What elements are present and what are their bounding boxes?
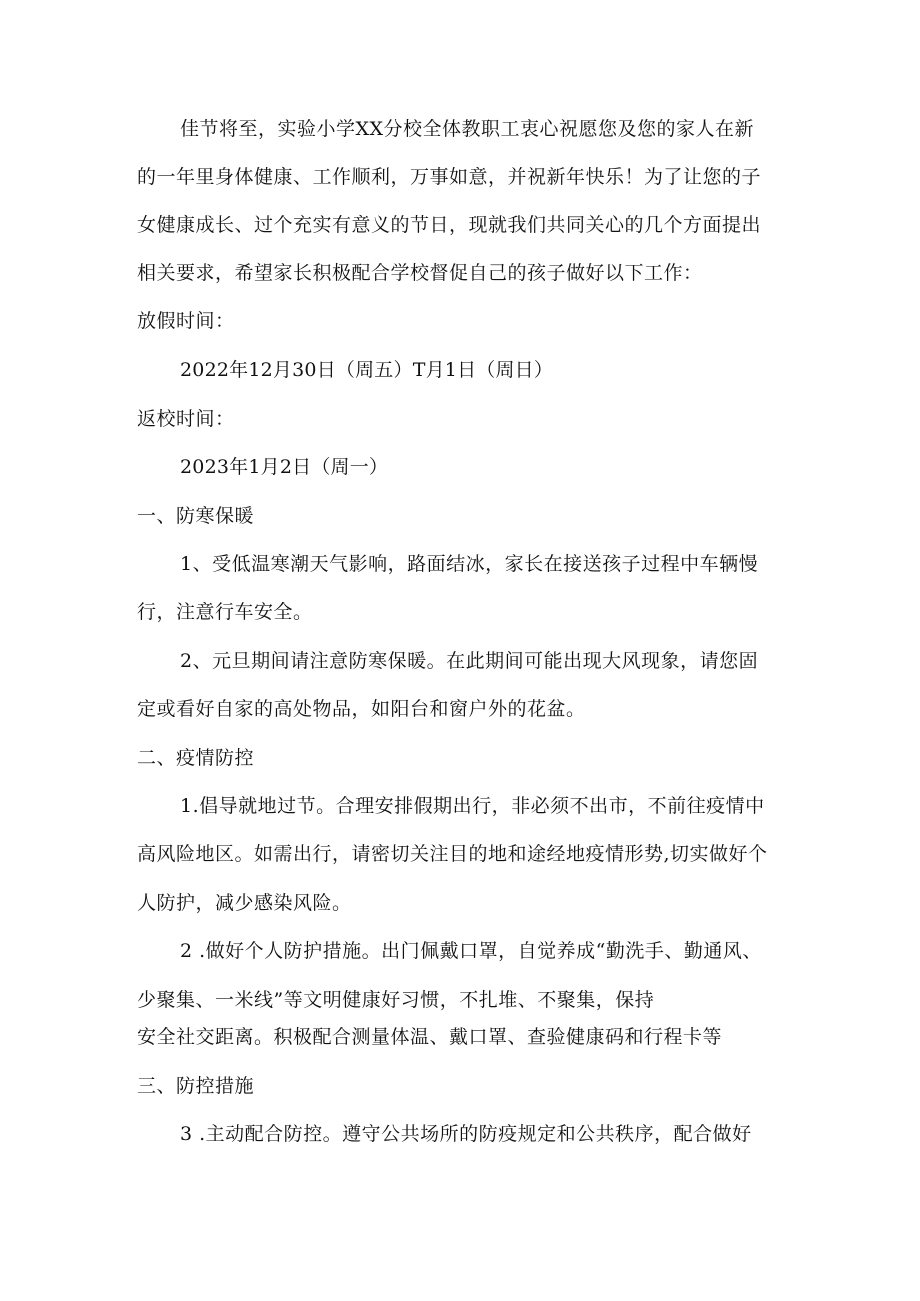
section-heading-1: 一、防寒保暖 xyxy=(137,505,255,527)
epidemic-item-2-line-1: 2 .做好个人防护措施。出门佩戴口罩，自觉养成“勤洗手、勤通风、 xyxy=(180,940,762,962)
greeting-line-4: 相关要求，希望家长积极配合学校督促自己的孩子做好以下工作： xyxy=(137,262,703,284)
epidemic-item-2-line-3: 安全社交距离。积极配合测量体温、戴口罩、查验健康码和行程卡等 xyxy=(137,1026,723,1048)
return-time-value: 2023年1月2日（周一） xyxy=(180,456,389,478)
control-item-3-line-1: 3 .主动配合防控。遵守公共场所的防疫规定和公共秩序，配合做好 xyxy=(180,1123,752,1145)
epidemic-item-1-line-2: 高风险地区。如需出行，请密切关注目的地和途经地疫情形势,切实做好个 xyxy=(137,843,768,865)
section-heading-3: 三、防控措施 xyxy=(137,1075,255,1097)
greeting-line-1: 佳节将至，实验小学XX分校全体教职工衷心祝愿您及您的家人在新 xyxy=(180,118,755,140)
item-2-line-2: 定或看好自家的高处物品，如阳台和窗户外的花盆。 xyxy=(137,698,586,720)
epidemic-item-1-line-3: 人防护，减少感染风险。 xyxy=(137,892,352,914)
section-heading-2: 二、疫情防控 xyxy=(137,747,255,769)
epidemic-item-2-line-2: 少聚集、一米线”等文明健康好习惯，不扎堆、不聚集，保持 xyxy=(137,989,655,1011)
epidemic-item-1-line-1: 1.倡导就地过节。合理安排假期出行，非必须不出市，不前往疫情中 xyxy=(180,795,765,817)
item-1-line-2: 行，注意行车安全。 xyxy=(137,601,313,623)
holiday-time-value: 2022年12月30日（周五）T月1日（周日） xyxy=(180,359,554,381)
item-2-line-1: 2、元旦期间请注意防寒保暖。在此期间可能出现大风现象，请您固 xyxy=(180,650,759,672)
greeting-line-2: 的一年里身体健康、工作顺利，万事如意，并祝新年快乐！为了让您的子 xyxy=(137,166,762,188)
item-1-line-1: 1、受低温寒潮天气影响，路面结冰，家长在接送孩子过程中车辆慢 xyxy=(180,553,759,575)
greeting-line-3: 女健康成长、过个充实有意义的节日，现就我们共同关心的几个方面提出 xyxy=(137,214,762,236)
return-time-label: 返校时间： xyxy=(137,408,235,430)
holiday-time-label: 放假时间： xyxy=(137,310,235,332)
